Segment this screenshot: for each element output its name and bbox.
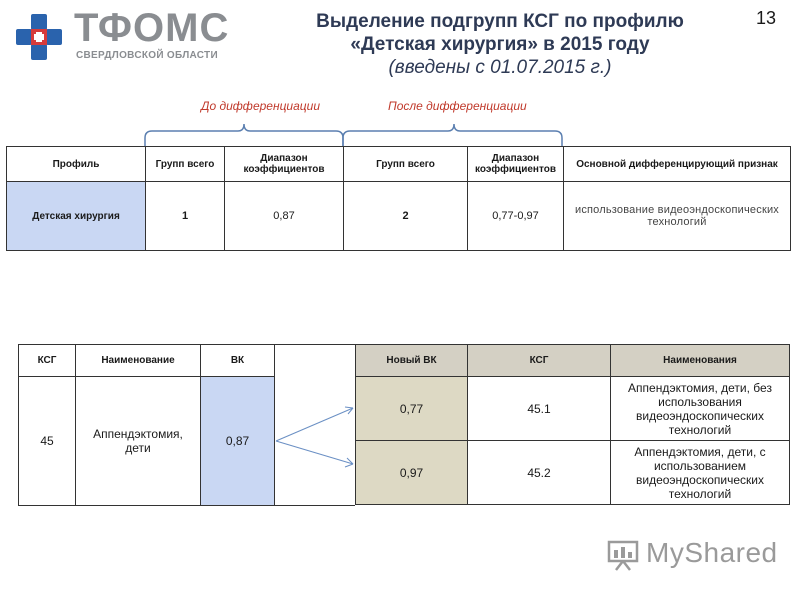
profile-summary-table [6, 146, 791, 251]
brace-after [343, 124, 562, 146]
ksg-after-table [355, 344, 790, 505]
header-ksg: КСГ [19, 345, 76, 377]
arrow-gap [274, 344, 355, 506]
cell-new-vk: 0,97 [356, 441, 468, 505]
brace-before [145, 124, 343, 146]
table-header-row [19, 345, 275, 377]
cell-range-after: 0,77-0,97 [468, 182, 564, 251]
watermark-text: MyShared [646, 537, 778, 568]
header-profile: Профиль [7, 147, 146, 182]
table-row [356, 441, 790, 505]
cell-name: Аппендэктомия, дети, без использования видеоэндоскопических технологий [611, 377, 790, 441]
cell-groups-after: 2 [344, 182, 468, 251]
table-row [19, 377, 275, 506]
cell-name: Аппендэктомия, дети [76, 377, 201, 506]
header-name: Наименование [76, 345, 201, 377]
label-before-differentiation: До дифференциации [201, 99, 320, 113]
title-line-2: «Детская хирургия» в 2015 году [350, 34, 650, 55]
table-header-row [356, 345, 790, 377]
header-feature: Основной дифференцирующий признак [564, 147, 791, 182]
header-vk: ВК [201, 345, 275, 377]
header-names: Наименования [611, 345, 790, 377]
cell-feature: использование видеоэндоскопических технологий [564, 182, 791, 251]
cell-range-before: 0,87 [225, 182, 344, 251]
ksg-before-table [18, 344, 275, 506]
cell-vk: 0,87 [201, 377, 275, 506]
header-groups-before: Групп всего [146, 147, 225, 182]
cell-ksg: 45 [19, 377, 76, 506]
cell-ksg: 45.1 [468, 377, 611, 441]
table-row [356, 377, 790, 441]
cell-new-vk: 0,77 [356, 377, 468, 441]
header-groups-after: Групп всего [344, 147, 468, 182]
header-new-vk: Новый ВК [356, 345, 468, 377]
table-header-row [7, 147, 791, 182]
header-range-after: Диапазон коэффициентов [468, 147, 564, 182]
title-line-3: (введены с 01.07.2015 г.) [388, 57, 612, 78]
logo-title: ТФОМС [74, 6, 230, 50]
header-ksg: КСГ [468, 345, 611, 377]
table-row [7, 182, 791, 251]
logo-subtitle: СВЕРДЛОВСКОЙ ОБЛАСТИ [76, 50, 218, 61]
title-line-1: Выделение подгрупп КСГ по профилю [316, 11, 684, 32]
cell-ksg: 45.2 [468, 441, 611, 505]
presentation-icon [606, 538, 640, 572]
cell-profile: Детская хирургия [7, 182, 146, 251]
header-range-before: Диапазон коэффициентов [225, 147, 344, 182]
cell-name: Аппендэктомия, дети, с использованием видеоэндоскопических технологий [611, 441, 790, 505]
page-number: 13 [756, 8, 777, 28]
label-after-differentiation: После дифференциации [388, 99, 527, 113]
cell-groups-before: 1 [146, 182, 225, 251]
